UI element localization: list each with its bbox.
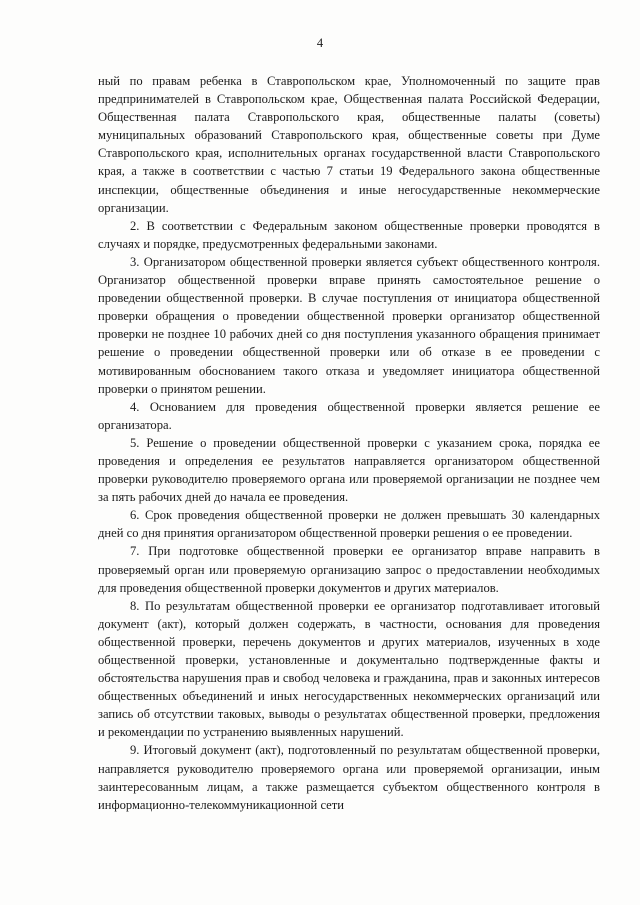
paragraph-item-9: 9. Итоговый документ (акт), подготовленный по результатам общественной проверки, направляется руководителю проверяемого органа или проверяемой организации, иным заинтересованным лицам, а также размещается субъектом общественного контроля в информационно-телекоммуникационной сети <box>98 743 600 812</box>
paragraph-item-3: 3. Организатором общественной проверки является субъект общественного контроля. Организатор общественной проверки вправе принять самостоятельное решение о проведении общественной проверки. В случае поступления от инициатора общественной проверки обращения о проведении общественной проверки организатор общественной проверки не позднее 10 рабочих дней со дня поступления указанного обращения принимает решение о проведении общественной проверки или об отказе в ее проведении с мотивированным обоснованием такого отказа и уведомляет инициатора общественной проверки о принятом решении. <box>98 254 600 396</box>
document-body <box>98 72 600 814</box>
page-number: 4 <box>316 36 324 50</box>
paragraph-continuation: ный по правам ребенка в Ставропольском крае, Уполномоченный по защите прав предпринимателей в Ставропольском крае, Общественная палата Российской Федерации, Общественная палата Ставропольского края, общественные палаты (советы) муниципальных образований Ставропольского края, общественные советы при Думе Ставропольского края, исполнительных органах государственной власти Ставропольского края, а также в соответствии с частью 7 статьи 19 Федерального закона общественные инспекции, общественные объединения и иные негосударственные некоммерческие организации. <box>98 74 600 215</box>
paragraph-item-2: 2. В соответствии с Федеральным законом общественные проверки проводятся в случаях и порядке, предусмотренных федеральными законами. <box>98 218 600 251</box>
paragraph-item-6: 6. Срок проведения общественной проверки не должен превышать 30 календарных дней со дня принятия организатором общественной проверки решения о ее проведении. <box>98 508 600 541</box>
paragraph-item-4: 4. Основанием для проведения общественной проверки является решение ее организатора. <box>98 399 600 432</box>
paragraph-item-7: 7. При подготовке общественной проверки ее организатор вправе направить в проверяемый орган или проверяемую организацию запрос о предоставлении необходимых для проведения общественной проверки документов и других материалов. <box>98 544 600 595</box>
paragraph-item-8: 8. По результатам общественной проверки ее организатор подготавливает итоговый документ (акт), который должен содержать, в частности, основания для проведения общественной проверки, перечень документов и других материалов, изученных в ходе общественной проверки, установленные и документально подтвержденные факты и обстоятельства нарушения прав и свобод человека и гражданина, прав и законных интересов общественных объединений и иных негосударственных некоммерческих организаций или запись об отсутствии таковых, выводы о результатах общественной проверки, предложения и рекомендации по устранению выявленных нарушений. <box>98 598 600 740</box>
paragraph-item-5: 5. Решение о проведении общественной проверки с указанием срока, порядка ее проведения и определения ее результатов направляется организатором общественной проверки руководителю проверяемого органа или проверяемой организации не позднее чем за пять рабочих дней до начала ее проведения. <box>98 435 600 505</box>
